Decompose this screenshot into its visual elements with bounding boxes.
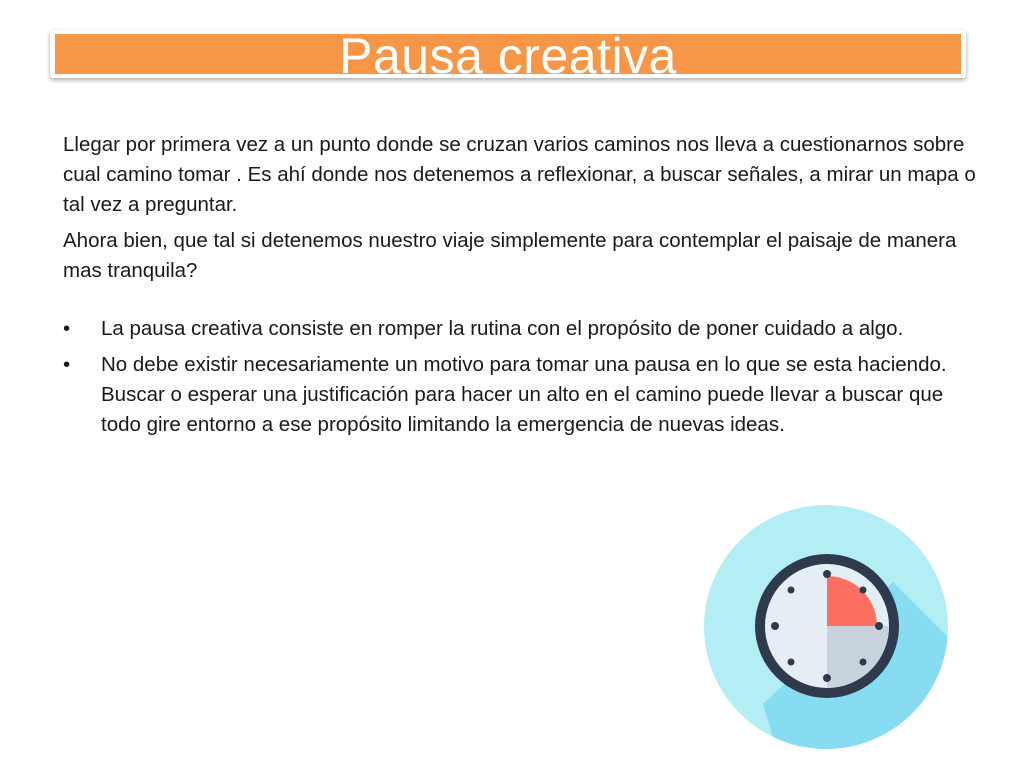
bullet-item [63,350,983,440]
bullet-marker: • [63,353,71,376]
bullet-list [63,314,983,440]
intro-paragraph: Llegar por primera vez a un punto donde se cruzan varios caminos nos lleva a cuestionarnos sobre cual camino tomar . Es ahí donde nos detenemos a reflexionar, a buscar señales, a mirar un mapa o tal vez a preguntar. [63,133,976,216]
clock-svg [703,504,949,750]
slide-content [63,130,983,446]
bullet-item [63,314,983,344]
bullet-text: La pausa creativa consiste en romper la rutina con el propósito de poner cuidado a algo. [101,317,904,340]
slide-title: Pausa creativa [339,28,677,84]
bullet-text: No debe existir necesariamente un motivo para tomar una pausa en lo que se esta haciendo. Buscar o esperar una justificación para hacer un alto en el camino puede llevar a buscar que todo gire entorno a ese propósito limitando la emergencia de nuevas ideas. [101,353,947,436]
clock-icon [703,504,949,750]
title-bar [50,28,966,84]
question-paragraph: Ahora bien, que tal si detenemos nuestro viaje simplemente para contemplar el paisaje de manera mas tranquila? [63,229,957,282]
bullet-marker: • [63,317,71,340]
